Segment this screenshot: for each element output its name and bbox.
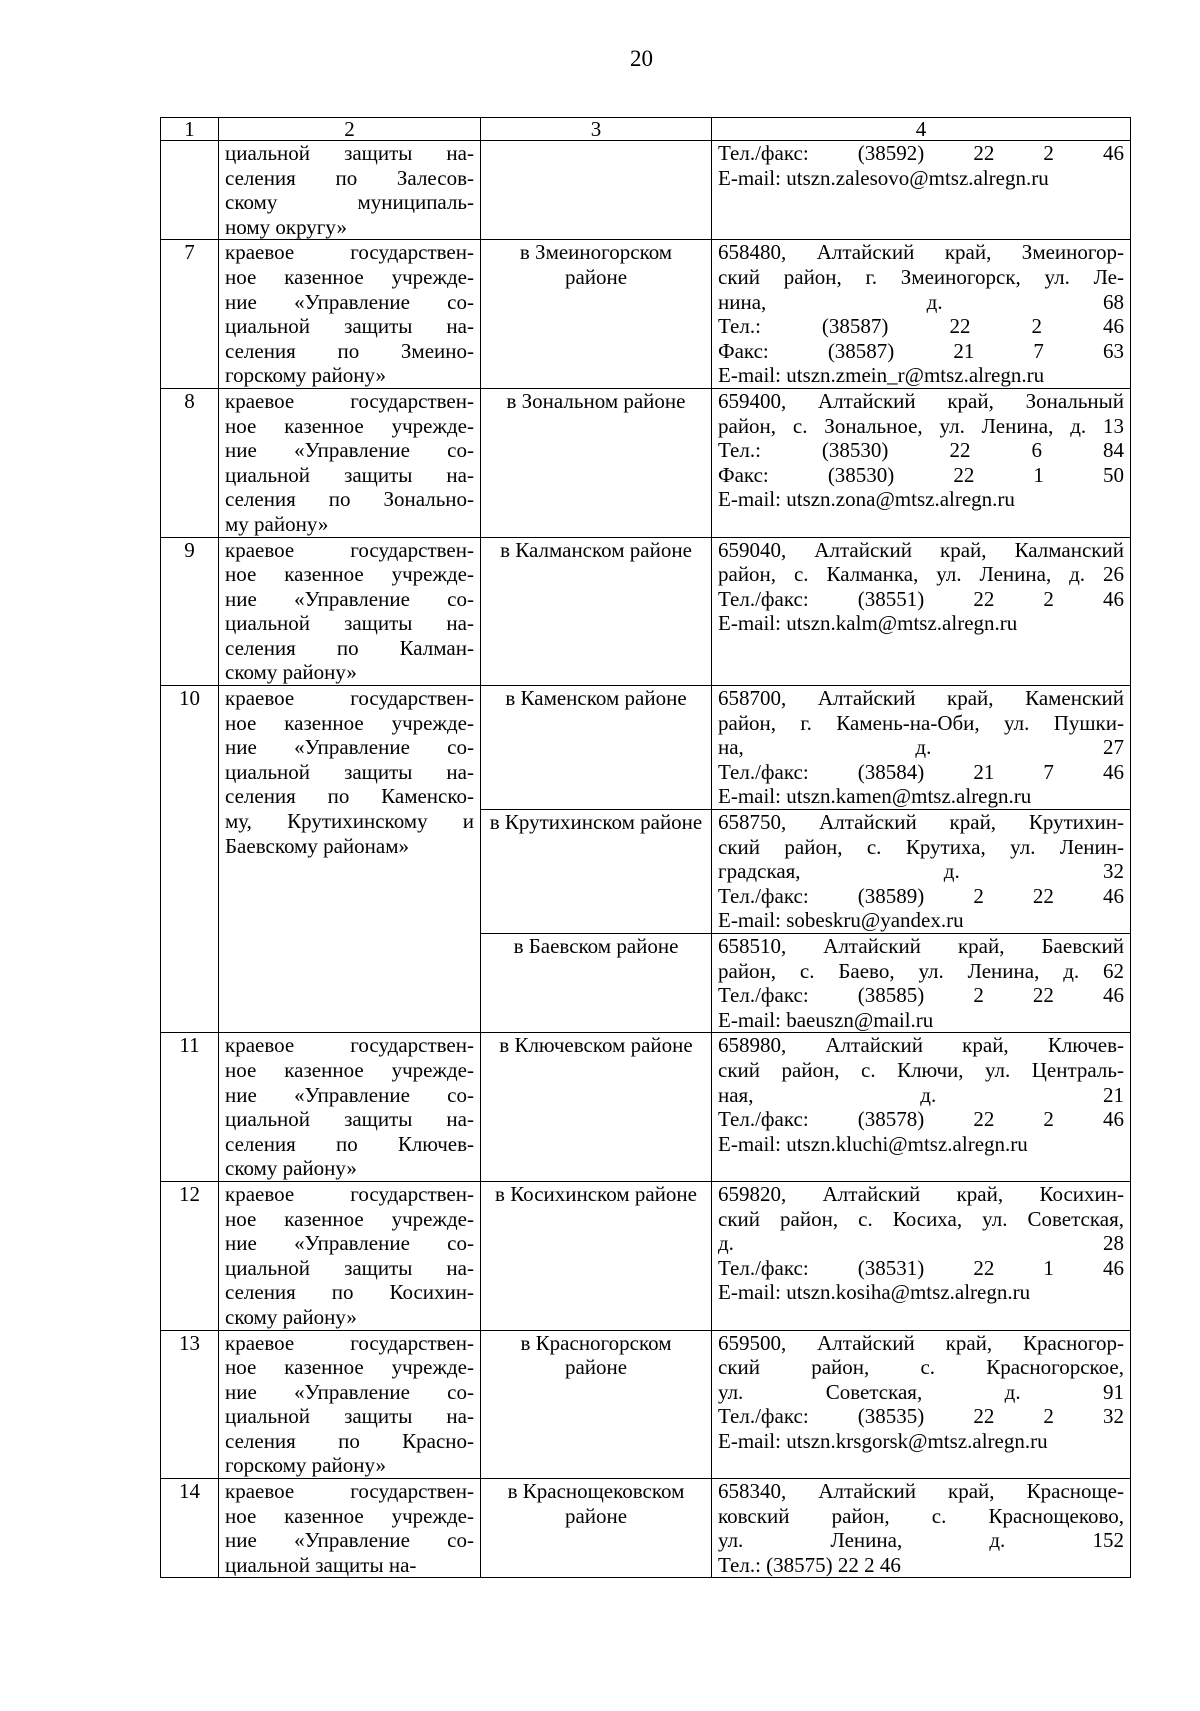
table-row [161,537,1131,686]
contact-info-line: Тел.: (38587) 22 2 46 [718,314,1124,339]
institution-name-line: ное казенное учрежде- [225,264,474,289]
registry-table-body [161,118,1131,1578]
contact-info-line: ский район, с. Крутиха, ул. Ленин- [718,834,1124,859]
contact-info-line: Тел./факс: (38592) 22 2 46 [718,141,1124,165]
contact-info [712,141,1131,240]
district-name: в Зональном районе [481,388,712,537]
institution-name-line: Баевскому районам» [225,833,409,858]
institution-name-line: му, Крутихинскому и [225,809,474,834]
institution-name-line: селения по Залесов- [225,165,474,190]
institution-name-line: краевое государствен- [225,388,474,413]
contact-info-line: 658700, Алтайский край, Каменский [718,686,1124,711]
institution-name-line: циальной защиты на- [225,141,474,165]
contact-info-line: 658980, Алтайский край, Ключев- [718,1033,1124,1058]
contact-info-line: 658480, Алтайский край, Змеиногор- [718,240,1124,265]
row-number: 14 [161,1479,219,1578]
contact-info-line: E-mail: utszn.kalm@mtsz.alregn.ru [718,611,1018,636]
institution-name-line: циальной защиты на- [225,1404,474,1429]
table-row [161,388,1131,537]
contact-info-line: 658750, Алтайский край, Крутихин- [718,810,1124,835]
contact-info-line: район, с. Зональное, ул. Ленина, д. 13 [718,413,1124,438]
table-row [161,1033,1131,1182]
institution-name-line: селения по Змеино- [225,338,474,363]
table-row [161,1479,1131,1578]
contact-info-line: Тел./факс: (38551) 22 2 46 [718,586,1124,611]
contact-info-line: 658510, Алтайский край, Баевский [718,934,1124,958]
contact-info-line: район, с. Калманка, ул. Ленина, д. 26 [718,562,1124,587]
row-number: 10 [161,686,219,1033]
institution-name-line: горскому району» [225,363,387,388]
district-name: в Краснощековском районе [481,1479,712,1578]
contact-info-line: 659400, Алтайский край, Зональный [718,388,1124,413]
contact-info-line: Тел./факс: (38585) 2 22 46 [718,983,1124,1008]
table-header-row [161,118,1131,141]
contact-info [712,388,1131,537]
institution-name-line: циальной защиты на- [225,1552,417,1577]
registry-table [160,117,1131,1578]
institution-name-line: ное казенное учрежде- [225,1503,474,1528]
institution-name-line: краевое государствен- [225,240,474,265]
institution-name-line: ное казенное учрежде- [225,1355,474,1380]
contact-info [712,810,1131,934]
institution-name-line: ное казенное учрежде- [225,1057,474,1082]
district-name: в Косихинском районе [481,1181,712,1330]
institution-name-line: ние «Управление со- [225,1231,474,1256]
column-header-contacts: 4 [712,118,1131,141]
institution-name [219,537,481,686]
institution-name-line: селения по Калман- [225,635,474,660]
contact-info-line: E-mail: utszn.kluchi@mtsz.alregn.ru [718,1131,1028,1156]
institution-name-line: селения по Ключев- [225,1131,474,1156]
contact-info-line: ский район, с. Косиха, ул. Советская, [718,1206,1124,1231]
institution-name-line: скому району» [225,1156,357,1181]
institution-name-line: му району» [225,511,329,536]
contact-info-line: E-mail: utszn.zalesovo@mtsz.alregn.ru [718,165,1049,190]
row-number: 12 [161,1181,219,1330]
page-number: 20 [630,46,653,71]
contact-info-line: Факс: (38587) 21 7 63 [718,338,1124,363]
contact-info-line: ковский район, с. Краснощеково, [718,1503,1124,1528]
institution-name [219,141,481,240]
contact-info [712,1033,1131,1182]
contact-info-line: ул. Ленина, д. 152 [718,1528,1124,1553]
contact-info-line: E-mail: sobeskru@yandex.ru [718,908,964,933]
institution-name-line: циальной защиты на- [225,1107,474,1132]
district-name: в Ключевском районе [481,1033,712,1182]
contact-info-line: на, д. 27 [718,735,1124,760]
contact-info-line: E-mail: utszn.krsgorsk@mtsz.alregn.ru [718,1428,1048,1453]
institution-name-line: ние «Управление со- [225,438,474,463]
institution-name-line: циальной защиты на- [225,759,474,784]
institution-name-line: селения по Зонально- [225,487,474,512]
district-name: в Змеиногорском районе [481,240,712,389]
institution-name-line: горскому району» [225,1453,387,1478]
contact-info-line: 659500, Алтайский край, Красногор- [718,1330,1124,1355]
institution-name-line: ное казенное учрежде- [225,710,474,735]
row-number: 8 [161,388,219,537]
contact-info-line: градская, д. 32 [718,859,1124,884]
institution-name-line: краевое государствен- [225,1181,474,1206]
contact-info-line: E-mail: utszn.zona@mtsz.alregn.ru [718,487,1015,512]
institution-name-line: циальной защиты на- [225,462,474,487]
institution-name-line: ное казенное учрежде- [225,413,474,438]
contact-info-line: Факс: (38530) 22 1 50 [718,462,1124,487]
institution-name-line: краевое государствен- [225,1330,474,1355]
institution-name [219,686,481,1033]
contact-info-line: E-mail: baeuszn@mail.ru [718,1007,934,1032]
contact-info [712,537,1131,686]
institution-name-line: краевое государствен- [225,1479,474,1504]
contact-info-line: Тел.: (38530) 22 6 84 [718,438,1124,463]
contact-info-line: Тел.: (38575) 22 2 46 [718,1552,901,1577]
institution-name [219,388,481,537]
institution-name-line: селения по Красно- [225,1428,474,1453]
contact-info-line: ский район, с. Красногорское, [718,1355,1124,1380]
institution-name-line: ное казенное учрежде- [225,1206,474,1231]
institution-name-line: скому району» [225,1304,357,1329]
institution-name-line: скому району» [225,660,357,685]
institution-name [219,1033,481,1182]
contact-info [712,934,1131,1033]
table-row [161,1181,1131,1330]
district-name: в Баевском районе [481,934,712,1033]
institution-name [219,1330,481,1479]
table-row [161,1330,1131,1479]
contact-info-line: район, с. Баево, ул. Ленина, д. 62 [718,958,1124,983]
institution-name-line: ние «Управление со- [225,586,474,611]
contact-info [712,1330,1131,1479]
contact-info-line: Тел./факс: (38589) 2 22 46 [718,883,1124,908]
institution-name-line: селения по Косихин- [225,1280,474,1305]
contact-info-line: ский район, г. Змеиногорск, ул. Ле- [718,264,1124,289]
row-number: 7 [161,240,219,389]
contact-info-line: Тел./факс: (38584) 21 7 46 [718,759,1124,784]
table-row [161,240,1131,389]
table-row [161,141,1131,240]
column-header-number: 1 [161,118,219,141]
row-number: 9 [161,537,219,686]
contact-info-line: 658340, Алтайский край, Краснoще- [718,1479,1124,1504]
institution-name-line: ние «Управление со- [225,289,474,314]
institution-name-line: циальной защиты на- [225,314,474,339]
contact-info-line: E-mail: utszn.kamen@mtsz.alregn.ru [718,784,1032,809]
institution-name-line: ние «Управление со- [225,1379,474,1404]
column-header-institution: 2 [219,118,481,141]
institution-name [219,1479,481,1578]
contact-info-line: Тел./факс: (38578) 22 2 46 [718,1107,1124,1132]
institution-name-line: краевое государствен- [225,686,474,711]
district-name: в Каменском районе [481,686,712,810]
contact-info-line: ная, д. 21 [718,1082,1124,1107]
institution-name-line: селения по Каменско- [225,784,474,809]
district-name: в Калманском районе [481,537,712,686]
institution-name-line: скому муниципаль- [225,190,474,215]
contact-info-line: E-mail: utszn.kosiha@mtsz.alregn.ru [718,1280,1031,1305]
contact-info-line: район, г. Камень-на-Оби, ул. Пушки- [718,710,1124,735]
contact-info-line: нина, д. 68 [718,289,1124,314]
institution-name-line: краевое государствен- [225,537,474,562]
contact-info-line: ский район, с. Ключи, ул. Централь- [718,1057,1124,1082]
district-name [481,141,712,240]
row-number: 13 [161,1330,219,1479]
institution-name [219,1181,481,1330]
contact-info [712,686,1131,810]
institution-name-line: краевое государствен- [225,1033,474,1058]
institution-name-line: ние «Управление со- [225,1082,474,1107]
institution-name-line: ние «Управление со- [225,735,474,760]
institution-name-line: ное казенное учрежде- [225,562,474,587]
contact-info-line: E-mail: utszn.zmein_r@mtsz.alregn.ru [718,363,1045,388]
institution-name-line: ному округу» [225,214,347,239]
institution-name-line: циальной защиты на- [225,611,474,636]
contact-info [712,240,1131,389]
institution-name [219,240,481,389]
contact-info-line: Тел./факс: (38531) 22 1 46 [718,1255,1124,1280]
district-name: в Красногорском районе [481,1330,712,1479]
contact-info [712,1479,1131,1578]
contact-info-line: ул. Советская, д. 91 [718,1379,1124,1404]
institution-name-line: ние «Управление со- [225,1528,474,1553]
institution-name-line: циальной защиты на- [225,1255,474,1280]
contact-info-line: 659040, Алтайский край, Калманский [718,537,1124,562]
contact-info-line: д. 28 [718,1231,1124,1256]
contact-info-line: 659820, Алтайский край, Косихин- [718,1181,1124,1206]
column-header-district: 3 [481,118,712,141]
contact-info [712,1181,1131,1330]
contact-info-line: Тел./факс: (38535) 22 2 32 [718,1404,1124,1429]
table-row [161,686,1131,810]
row-number [161,141,219,240]
district-name: в Крутихинском районе [481,810,712,934]
row-number: 11 [161,1033,219,1182]
